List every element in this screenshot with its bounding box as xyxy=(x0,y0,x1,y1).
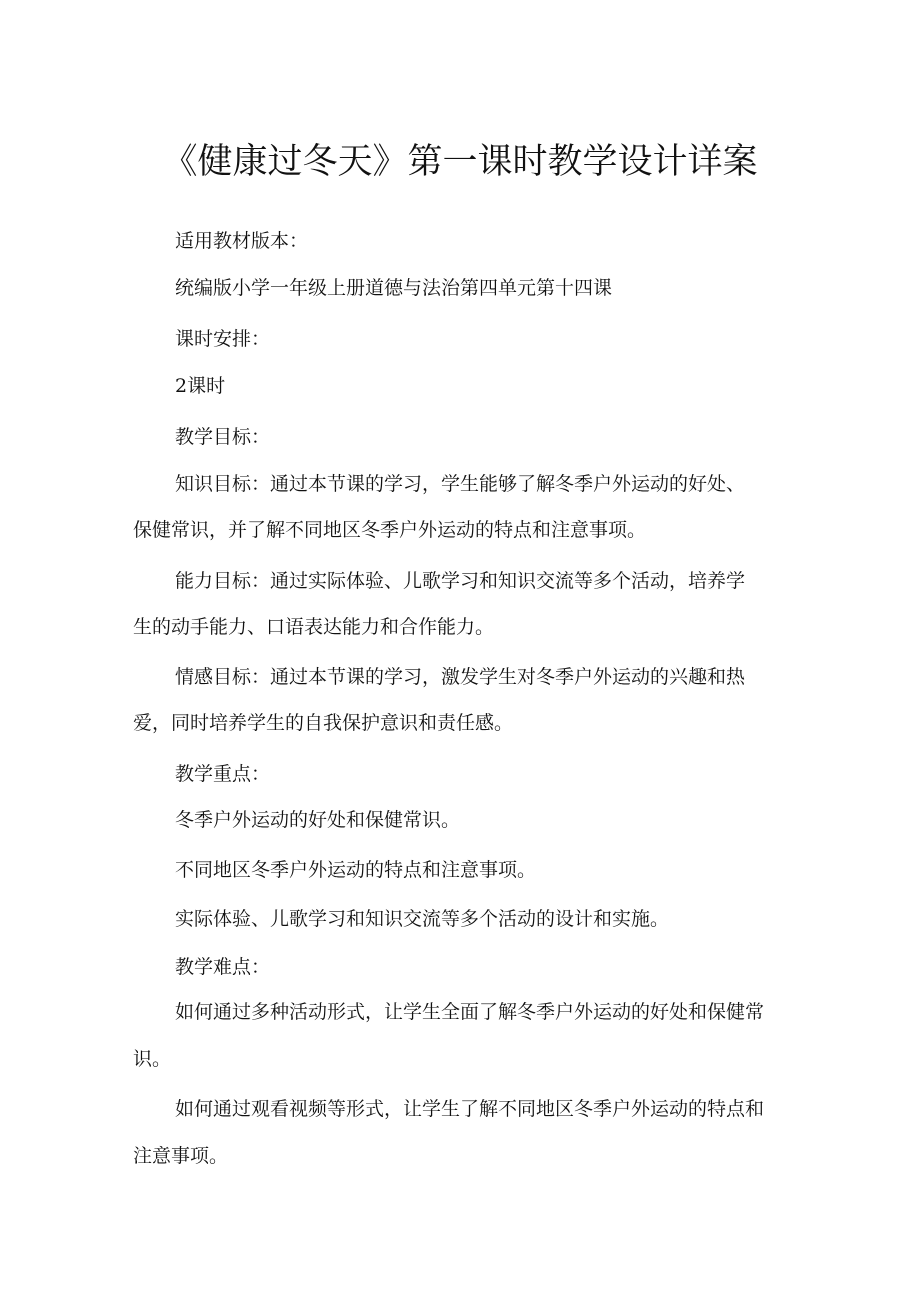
difficult-point-1-line-1: 如何通过多种活动形式，让学生全面了解冬季户外运动的好处和保健常 xyxy=(175,1001,765,1023)
emotion-goal-line-1: 情感目标：通过本节课的学习，激发学生对冬季户外运动的兴趣和热 xyxy=(175,666,746,688)
difficult-points-heading: 教学难点： xyxy=(175,956,271,978)
key-point-1: 冬季户外运动的好处和保健常识。 xyxy=(175,809,461,831)
teaching-goals-heading: 教学目标： xyxy=(175,426,271,448)
difficult-point-2-line-2: 注意事项。 xyxy=(133,1145,229,1167)
document-title: 《健康过冬天》第一课时教学设计详案 xyxy=(162,142,758,182)
ability-goal-line-2: 生的动手能力、口语表达能力和合作能力。 xyxy=(133,616,495,638)
emotion-goal-line-2: 爱，同时培养学生的自我保护意识和责任感。 xyxy=(133,712,514,734)
key-points-heading: 教学重点： xyxy=(175,763,271,785)
knowledge-goal-line-2: 保健常识，并了解不同地区冬季户外运动的特点和注意事项。 xyxy=(133,519,647,541)
lesson-schedule-text: 2课时 xyxy=(175,375,226,397)
textbook-version-text: 统编版小学一年级上册道德与法治第四单元第十四课 xyxy=(175,277,613,299)
key-point-2: 不同地区冬季户外运动的特点和注意事项。 xyxy=(175,859,537,881)
ability-goal-line-1: 能力目标：通过实际体验、儿歌学习和知识交流等多个活动，培养学 xyxy=(175,570,746,592)
difficult-point-1-line-2: 识。 xyxy=(133,1048,172,1070)
difficult-point-2-line-1: 如何通过观看视频等形式，让学生了解不同地区冬季户外运动的特点和 xyxy=(175,1098,765,1120)
lesson-schedule-heading: 课时安排： xyxy=(175,328,271,350)
knowledge-goal-line-1: 知识目标：通过本节课的学习，学生能够了解冬季户外运动的好处、 xyxy=(175,473,746,495)
textbook-version-heading: 适用教材版本： xyxy=(175,230,309,252)
key-point-3: 实际体验、儿歌学习和知识交流等多个活动的设计和实施。 xyxy=(175,908,670,930)
